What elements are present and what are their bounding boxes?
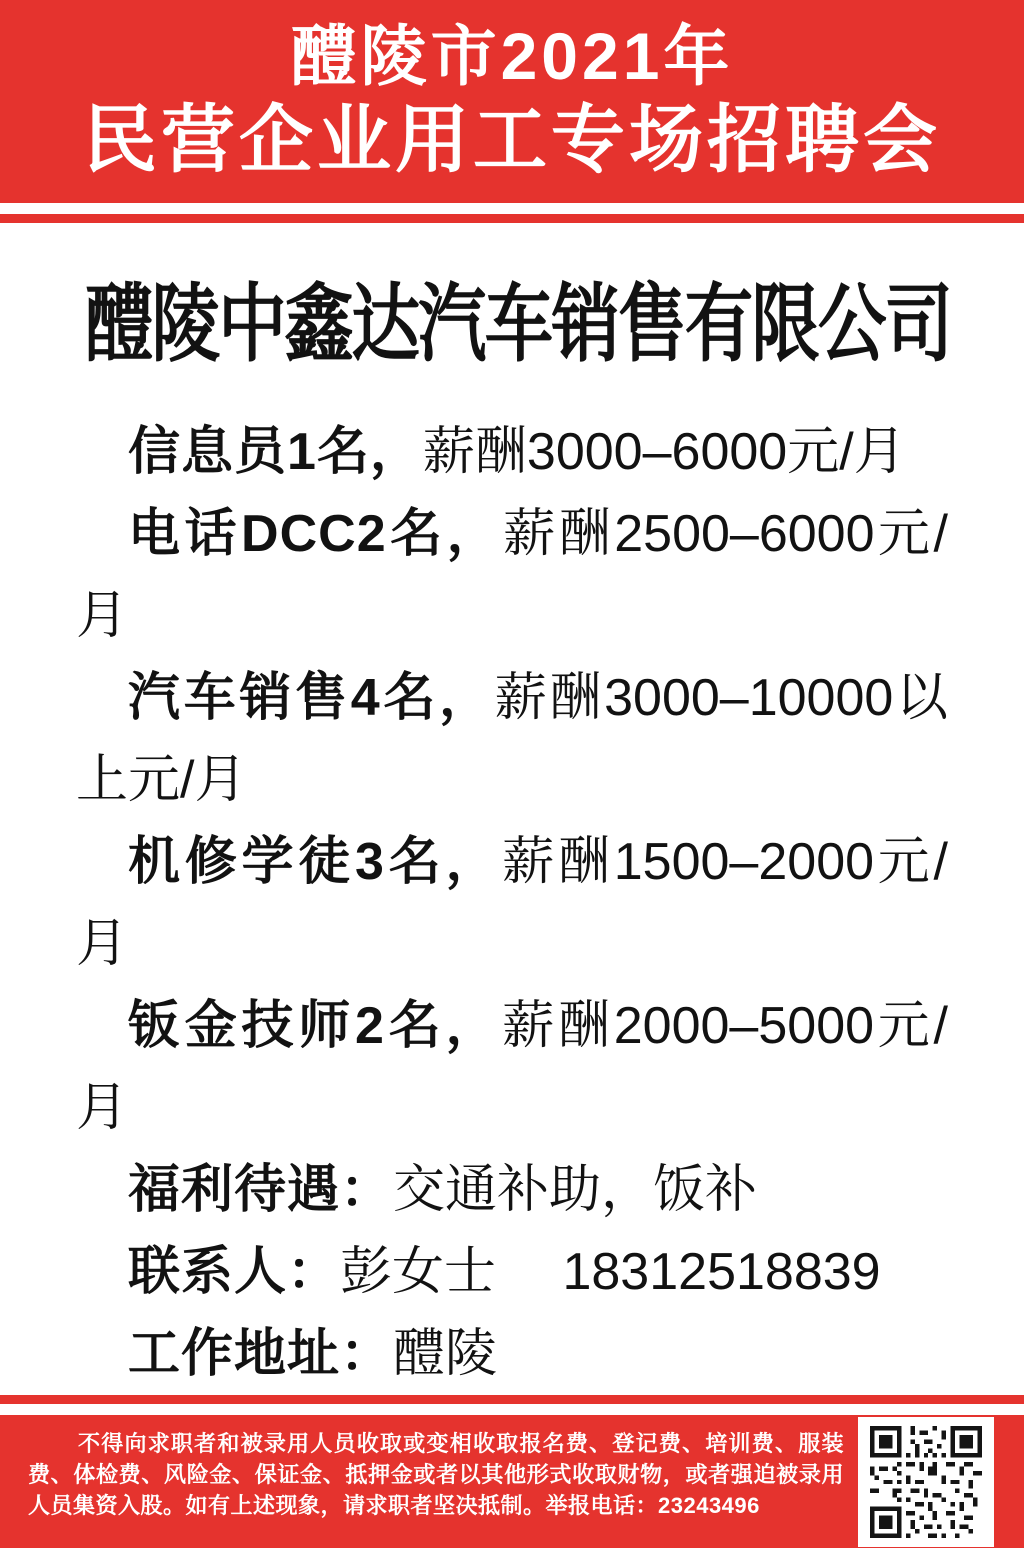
qr-code — [858, 1417, 994, 1547]
job-entry-information-clerk — [76, 411, 948, 493]
company-name — [76, 276, 952, 385]
header-title-line2: 民营企业用工专场招聘会 — [83, 98, 941, 181]
info-label: 工作地址： — [128, 1325, 394, 1383]
header-title-line1: 醴陵市2021年 — [290, 19, 734, 93]
info-value: 彭女士 18312518839 — [340, 1243, 881, 1301]
job-salary: 薪酬3000–6000元/月 — [422, 423, 906, 481]
header-banner — [0, 0, 1024, 203]
info-work-address — [76, 1313, 948, 1395]
job-salary: 薪酬1500–2000元/月 — [76, 833, 948, 973]
job-entry-car-sales — [76, 657, 948, 821]
footer-notice: 不得向求职者和被录用人员收取或变相收取报名费、登记费、培训费、服装费、体检费、风险金、保证金、抵押金或者以其他形式收取财物，或者强迫被录用人员集资入股。如有上述现象，请求职者坚决抵制。举报电话：23243496 — [28, 1431, 844, 1518]
job-title: 汽车销售4名， — [128, 669, 495, 727]
job-title: 机修学徒3名， — [128, 833, 503, 891]
job-salary: 薪酬2500–6000元/月 — [76, 505, 948, 645]
job-entry-sheet-metal-technician — [76, 985, 948, 1149]
job-listings — [76, 411, 948, 1395]
info-benefits — [76, 1149, 948, 1231]
info-value: 交通补助，饭补 — [393, 1161, 758, 1219]
footer-banner — [0, 1415, 1024, 1548]
info-contact — [76, 1231, 948, 1313]
company-name-text: 醴陵中鑫达汽车销售有限公司 — [84, 276, 952, 372]
poster-body — [0, 223, 1024, 1395]
footer-divider-gap — [0, 1404, 1024, 1415]
info-label: 福利待遇： — [128, 1161, 394, 1219]
job-entry-mechanic-apprentice — [76, 821, 948, 985]
info-value: 醴陵 — [393, 1325, 498, 1383]
header-divider-stripe — [0, 214, 1024, 223]
job-title: 电话DCC2名， — [128, 505, 504, 563]
job-salary: 薪酬3000–10000以上元/月 — [76, 669, 948, 809]
job-title: 信息员1名， — [128, 423, 423, 481]
footer-divider-stripe — [0, 1395, 1024, 1404]
header-divider-gap — [0, 203, 1024, 214]
info-label: 联系人： — [128, 1243, 341, 1301]
job-title: 钣金技师2名， — [128, 997, 503, 1055]
job-salary: 薪酬2000–5000元/月 — [76, 997, 948, 1137]
job-entry-phone-dcc — [76, 493, 948, 657]
